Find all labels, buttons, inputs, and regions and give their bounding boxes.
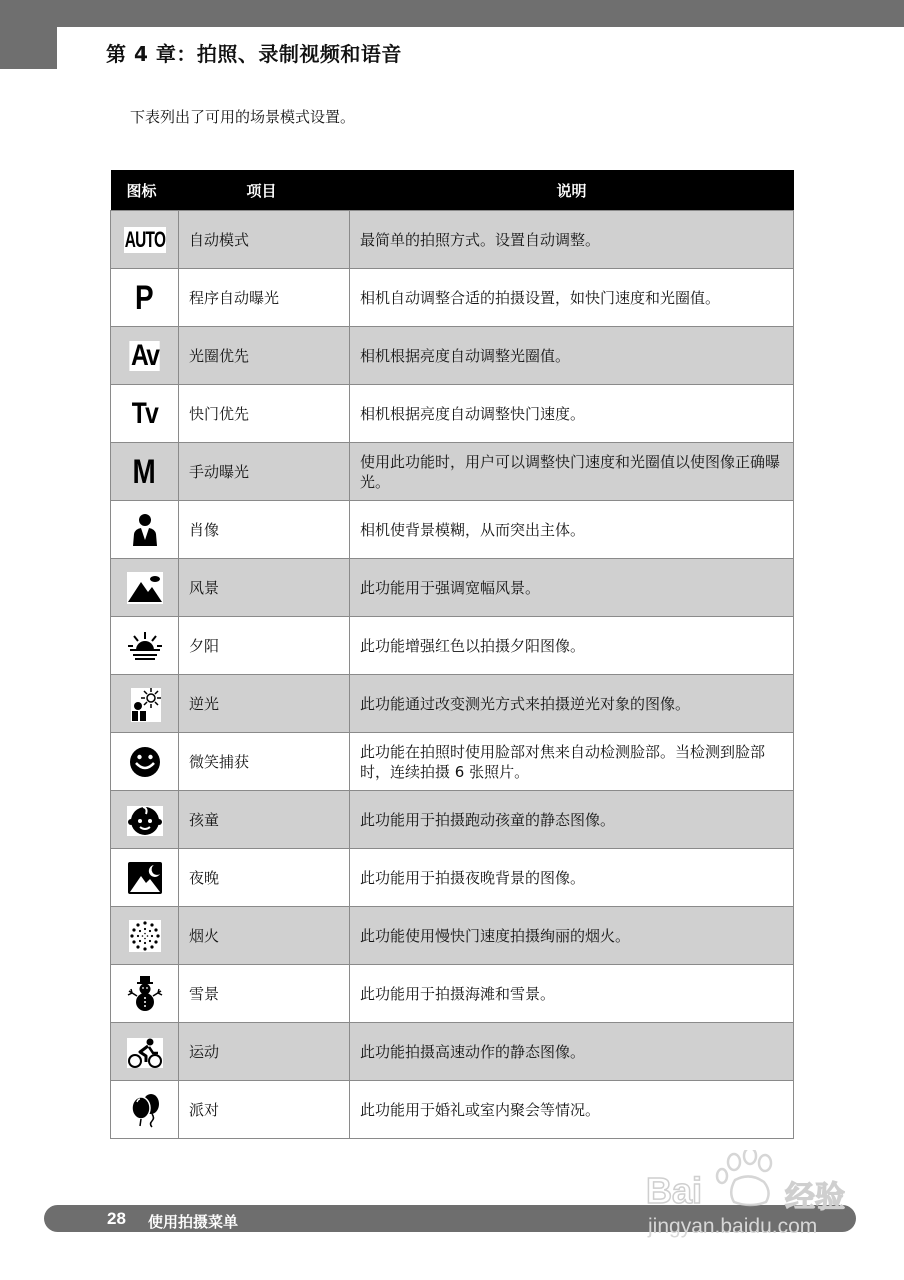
- mode-description: 此功能通过改变测光方式来拍摄逆光对象的图像。: [350, 675, 794, 733]
- mode-name: 微笑捕获: [179, 733, 350, 791]
- mode-name: 孩童: [179, 791, 350, 849]
- chapter-title: 第 4 章：拍照、录制视频和语音: [106, 42, 402, 66]
- mode-description: 相机使背景模糊，从而突出主体。: [350, 501, 794, 559]
- mode-name: 自动模式: [179, 211, 350, 269]
- mode-name: 雪景: [179, 965, 350, 1023]
- table-row: [111, 327, 794, 385]
- mode-name: 肖像: [179, 501, 350, 559]
- table-header-row: [111, 170, 794, 211]
- mode-description: 相机根据亮度自动调整快门速度。: [350, 385, 794, 443]
- table-row: [111, 211, 794, 269]
- watermark-brand: Bai: [646, 1170, 703, 1211]
- mode-name: 逆光: [179, 675, 350, 733]
- top-banner: [0, 0, 904, 27]
- table-row: [111, 269, 794, 327]
- table-row: [111, 617, 794, 675]
- table-row: [111, 965, 794, 1023]
- shutter-priority-icon: Tv: [131, 396, 158, 430]
- mode-description: 此功能用于拍摄跑动孩童的静态图像。: [350, 791, 794, 849]
- chapter-tab: [0, 27, 57, 69]
- mode-description: 此功能在拍照时使用脸部对焦来自动检测脸部。当检测到脸部时，连续拍摄 6 张照片。: [350, 733, 794, 791]
- table-row: [111, 733, 794, 791]
- mode-description: 相机自动调整合适的拍摄设置，如快门速度和光圈值。: [350, 269, 794, 327]
- table-row: [111, 907, 794, 965]
- manual-exposure-icon: M: [132, 452, 157, 491]
- table-row: [111, 1023, 794, 1081]
- mode-description: 此功能用于强调宽幅风景。: [350, 559, 794, 617]
- sports-icon: [125, 1032, 165, 1072]
- mode-description: 此功能用于拍摄夜晚背景的图像。: [350, 849, 794, 907]
- column-header-item: 项目: [179, 170, 350, 211]
- children-icon: [125, 800, 165, 840]
- table-row: [111, 791, 794, 849]
- watermark-brand-suffix: 经验: [785, 1180, 845, 1215]
- table-row: [111, 849, 794, 907]
- mode-name: 运动: [179, 1023, 350, 1081]
- table-row: [111, 501, 794, 559]
- mode-name: 程序自动曝光: [179, 269, 350, 327]
- mode-name: 风景: [179, 559, 350, 617]
- mode-name: 夜晚: [179, 849, 350, 907]
- mode-description: 此功能使用慢快门速度拍摄绚丽的烟火。: [350, 907, 794, 965]
- table-row: [111, 1081, 794, 1139]
- snow-icon: [125, 974, 165, 1014]
- sunset-icon: [125, 626, 165, 666]
- mode-name: 光圈优先: [179, 327, 350, 385]
- page-number: 28: [107, 1209, 126, 1228]
- table-row: [111, 559, 794, 617]
- mode-description: 此功能增强红色以拍摄夕阳图像。: [350, 617, 794, 675]
- landscape-icon: [125, 568, 165, 608]
- portrait-icon: [125, 510, 165, 550]
- mode-name: 手动曝光: [179, 443, 350, 501]
- table-row: [111, 443, 794, 501]
- mode-description: 此功能拍摄高速动作的静态图像。: [350, 1023, 794, 1081]
- mode-name: 烟火: [179, 907, 350, 965]
- mode-description: 使用此功能时，用户可以调整快门速度和光圈值以使图像正确曝光。: [350, 443, 794, 501]
- table-row: [111, 675, 794, 733]
- column-header-icon: 图标: [111, 170, 179, 211]
- footer-section-name: 使用拍摄菜单: [148, 1213, 239, 1231]
- scene-mode-table: [110, 170, 794, 1139]
- mode-description: 此功能用于婚礼或室内聚会等情况。: [350, 1081, 794, 1139]
- night-scene-icon: [125, 858, 165, 898]
- watermark-url: jingyan.baidu.com: [648, 1215, 818, 1238]
- smile-capture-icon: [125, 742, 165, 782]
- mode-description: 最简单的拍照方式。设置自动调整。: [350, 211, 794, 269]
- table-row: [111, 385, 794, 443]
- program-ae-icon: P: [135, 278, 154, 317]
- mode-description: 此功能用于拍摄海滩和雪景。: [350, 965, 794, 1023]
- mode-name: 夕阳: [179, 617, 350, 675]
- mode-description: 相机根据亮度自动调整光圈值。: [350, 327, 794, 385]
- intro-text: 下表列出了可用的场景模式设置。: [130, 108, 356, 126]
- column-header-description: 说明: [350, 170, 794, 211]
- party-icon: [125, 1090, 165, 1130]
- mode-name: 派对: [179, 1081, 350, 1139]
- auto-mode-icon: AUTO: [124, 226, 165, 252]
- mode-name: 快门优先: [179, 385, 350, 443]
- fireworks-icon: [125, 916, 165, 956]
- aperture-priority-icon: Av: [130, 338, 159, 372]
- backlight-icon: [125, 684, 165, 724]
